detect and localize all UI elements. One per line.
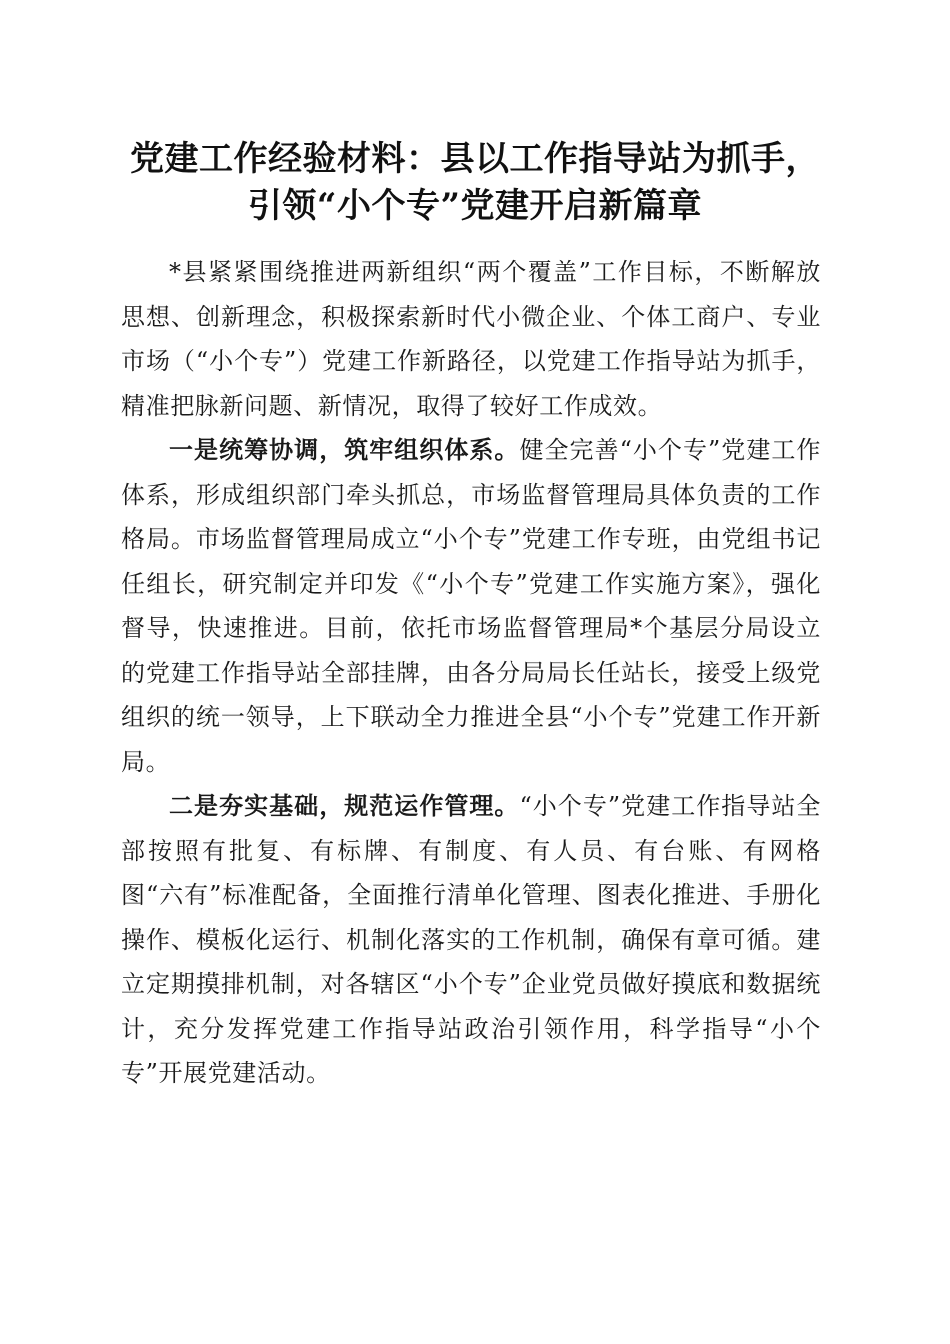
section-text-1: 健全完善“小个专”党建工作体系，形成组织部门牵头抓总，市场监督管理局具体负责的工作格局。市场监督管理局成立“小个专”党建工作专班，由党组书记任组长，研究制定并印发《“小个专”党建工作实施方案》，强化督导，快速推进。目前，依托市场监督管理局*个基层分局设立的党建工作指导站全部挂牌，由各分局局长任站长，接受上级党组织的统一领导，上下联动全力推进全县“小个专”党建工作开新局。 [121,436,821,776]
document-title [100,136,850,230]
intro-paragraph: *县紧紧围绕推进两新组织“两个覆盖”工作目标，不断解放思想、创新理念，积极探索新时代小微企业、个体工商户、专业市场（“小个专”）党建工作新路径，以党建工作指导站为抓手，精准把脉新问题、新情况，取得了较好工作成效。 [121,258,821,420]
section-lead-1: 一是统筹协调，筑牢组织体系。 [169,435,520,464]
title-line-1: 党建工作经验材料：县以工作指导站为抓手， [130,139,820,179]
document-body [121,250,821,1096]
title-line-2: 引领“小个专”党建开启新篇章 [247,186,703,226]
section-paragraph-2 [121,784,821,1096]
section-paragraph-1 [121,428,821,784]
section-lead-2: 二是夯实基础，规范运作管理。 [169,791,520,820]
section-text-2: “小个专”党建工作指导站全部按照有批复、有标牌、有制度、有人员、有台账、有网格图“六有”标准配备，全面推行清单化管理、图表化推进、手册化操作、模板化运行、机制化落实的工作机制，确保有章可循。建立定期摸排机制，对各辖区“小个专”企业党员做好摸底和数据统计，充分发挥党建工作指导站政治引领作用，科学指导“小个专”开展党建活动。 [121,792,821,1087]
